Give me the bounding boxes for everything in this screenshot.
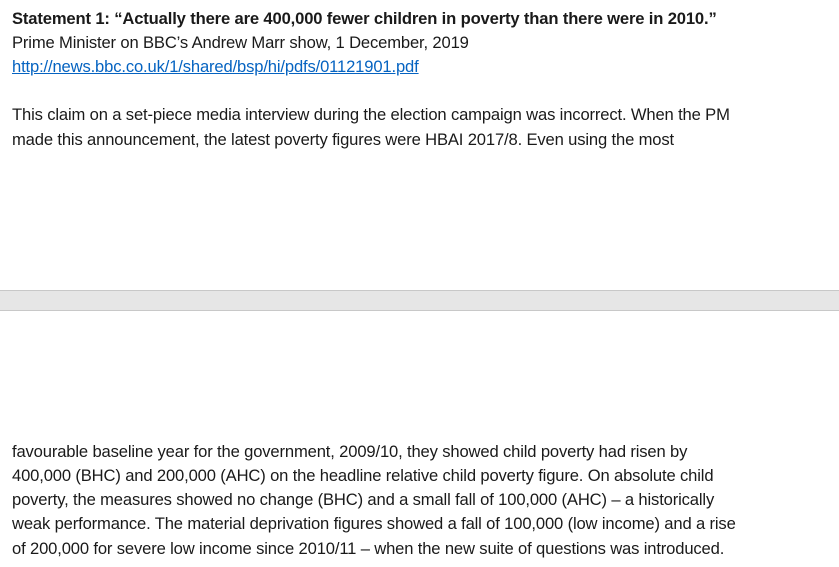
- body-line: This claim on a set-piece media interview during the election campaign was incorrect. When the PM: [12, 105, 730, 124]
- statement-heading: Statement 1: “Actually there are 400,000 fewer children in poverty than there were in 2010.”: [12, 9, 717, 28]
- body-line: poverty, the measures showed no change (BHC) and a small fall of 100,000 (AHC) – a historically: [12, 490, 715, 509]
- body-line: made this announcement, the latest poverty figures were HBAI 2017/8. Even using the most: [12, 130, 674, 149]
- body-line: of 200,000 for severe low income since 2010/11 – when the new suite of questions was introduced.: [12, 539, 725, 558]
- source-link[interactable]: http://news.bbc.co.uk/1/shared/bsp/hi/pdfs/01121901.pdf: [12, 57, 419, 76]
- body-line: favourable baseline year for the government, 2009/10, they showed child poverty had risen by: [12, 442, 688, 461]
- page-break-separator: [0, 290, 839, 311]
- source-attribution: Prime Minister on BBC’s Andrew Marr show, 1 December, 2019: [12, 33, 469, 52]
- body-line: 400,000 (BHC) and 200,000 (AHC) on the headline relative child poverty figure. On absolute child: [12, 466, 714, 485]
- document-page-2: [0, 311, 839, 567]
- body-line: weak performance. The material deprivation figures showed a fall of 100,000 (low income) and a rise: [12, 514, 736, 533]
